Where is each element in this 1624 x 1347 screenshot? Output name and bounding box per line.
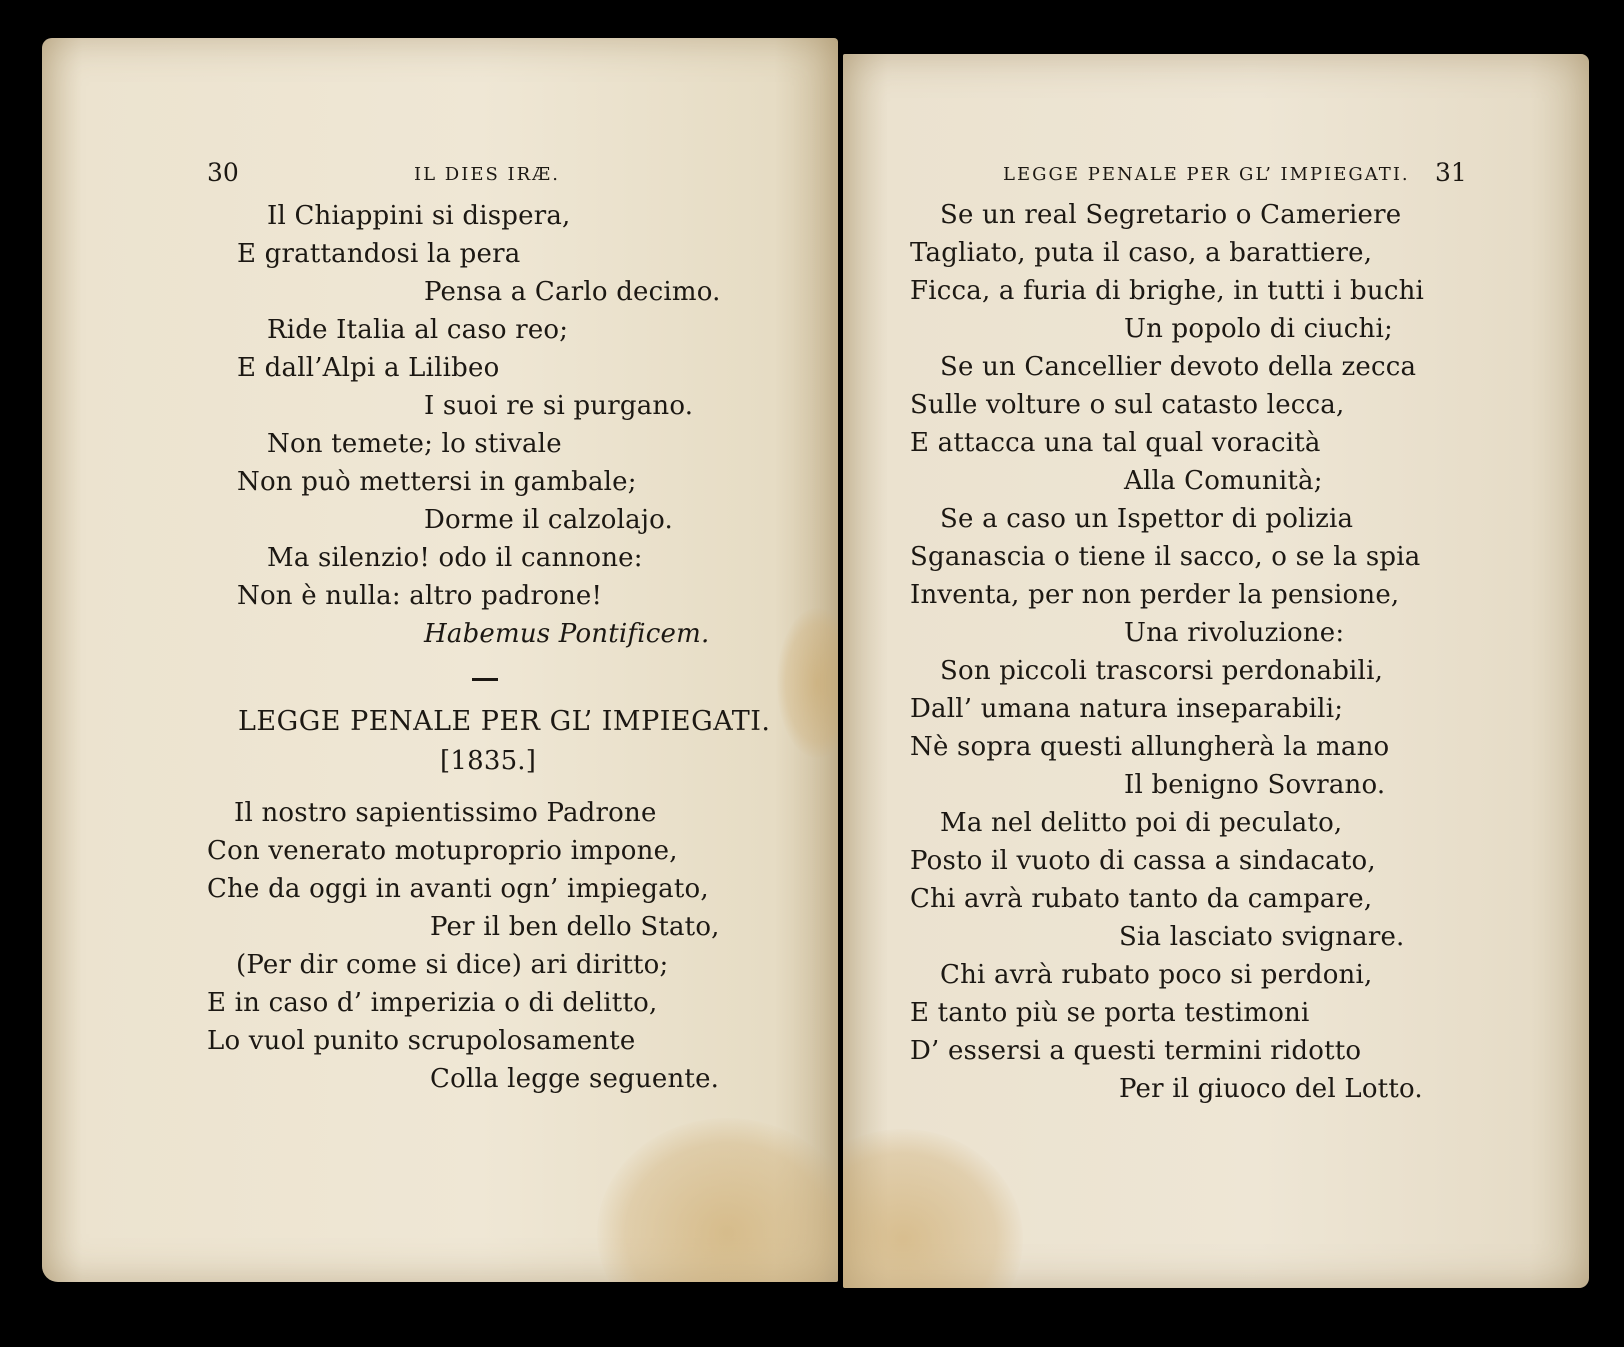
verse-line: Ma silenzio! odo il cannone: (267, 543, 643, 573)
running-head: LEGGE PENALE PER GL’ IMPIEGATI. (1003, 164, 1410, 185)
poem-line: E attacca una tal qual voracità (910, 428, 1321, 458)
poem-line: (Per dir come si dice) ari diritto; (236, 950, 669, 980)
verse-line: Il Chiappini si dispera, (267, 201, 571, 231)
poem-line: Lo vuol punito scrupolosamente (207, 1026, 636, 1056)
poem-line: Per il ben dello Stato, (430, 912, 720, 942)
verse-line: Ride Italia al caso reo; (267, 315, 569, 345)
poem-line: Con venerato motuproprio impone, (207, 836, 678, 866)
verse-line: Non è nulla: altro padrone! (237, 581, 603, 611)
poem-line: Se a caso un Ispettor di polizia (940, 504, 1354, 534)
poem-line: Alla Comunità; (1124, 466, 1323, 496)
left-page (42, 38, 838, 1282)
running-head: IL DIES IRÆ. (414, 164, 560, 185)
poem-line: E tanto più se porta testimoni (910, 998, 1310, 1028)
verse-line-italic: Habemus Pontificem. (424, 619, 710, 649)
poem-date: [1835.] (440, 746, 537, 776)
page-number: 31 (1435, 158, 1467, 187)
poem-line: Posto il vuoto di cassa a sindacato, (910, 846, 1376, 876)
poem-line: Tagliato, puta il caso, a barattiere, (910, 238, 1373, 268)
poem-line: Chi avrà rubato poco si perdoni, (940, 960, 1373, 990)
verse-line: E grattandosi la pera (237, 239, 521, 269)
verse-line: Non temete; lo stivale (267, 429, 562, 459)
poem-line: Inventa, per non perder la pensione, (910, 580, 1400, 610)
poem-line: Son piccoli trascorsi perdonabili, (940, 656, 1384, 686)
verse-line: I suoi re si purgano. (424, 391, 694, 421)
poem-line: Se un real Segretario o Cameriere (940, 200, 1402, 230)
verse-line: Non può mettersi in gambale; (237, 467, 637, 497)
poem-line: Ficca, a furia di brighe, in tutti i buchi (910, 276, 1425, 306)
poem-line: Un popolo di ciuchi; (1124, 314, 1393, 344)
poem-line: Ma nel delitto poi di peculato, (940, 808, 1343, 838)
water-stain (843, 1129, 1023, 1288)
verse-line: Pensa a Carlo decimo. (424, 277, 721, 307)
page-number: 30 (207, 158, 239, 187)
poem-line: Sia lasciato svignare. (1119, 922, 1405, 952)
poem-line: Una rivoluzione: (1124, 618, 1345, 648)
poem-line: Per il giuoco del Lotto. (1119, 1074, 1423, 1104)
section-divider (472, 678, 498, 681)
poem-line: Il nostro sapientissimo Padrone (234, 798, 657, 828)
verse-line: Dorme il calzolajo. (424, 505, 673, 535)
poem-line: Se un Cancellier devoto della zecca (940, 352, 1417, 382)
poem-line: Chi avrà rubato tanto da campare, (910, 884, 1373, 914)
poem-line: Il benigno Sovrano. (1124, 770, 1386, 800)
poem-line: D’ essersi a questi termini ridotto (910, 1036, 1362, 1066)
poem-line: Colla legge seguente. (430, 1064, 720, 1094)
poem-line: Dall’ umana natura inseparabili; (910, 694, 1344, 724)
right-page (843, 54, 1589, 1288)
verse-line: E dall’Alpi a Lilibeo (237, 353, 500, 383)
poem-line: Sulle volture o sul catasto lecca, (910, 390, 1345, 420)
poem-title: LEGGE PENALE PER GL’ IMPIEGATI. (238, 706, 771, 737)
water-stain (597, 1118, 838, 1282)
poem-line: Sganascia o tiene il sacco, o se la spia (910, 542, 1421, 572)
poem-line: Nè sopra questi allungherà la mano (910, 732, 1390, 762)
gutter-stain (777, 608, 838, 758)
poem-line: E in caso d’ imperizia o di delitto, (207, 988, 658, 1018)
poem-line: Che da oggi in avanti ogn’ impiegato, (207, 874, 709, 904)
